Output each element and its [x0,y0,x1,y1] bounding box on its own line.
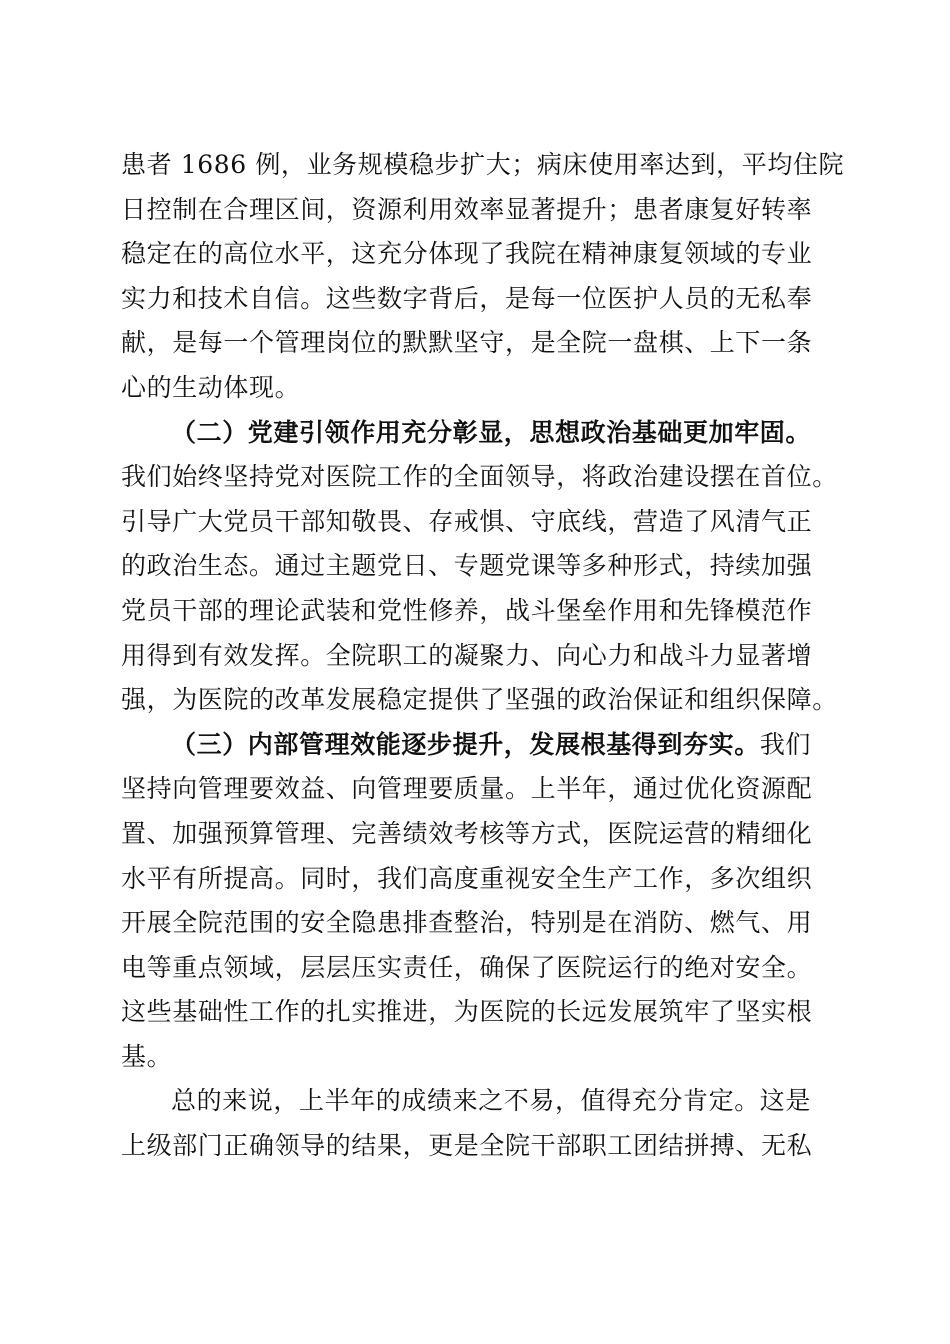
line-text: 的政治生态。通过主题党日、专题党课等多种形式，持续加强 [121,551,813,581]
paragraph-line [121,901,833,946]
line-text: 坚持向管理要效益、向管理要质量。上半年，通过优化资源配 [121,774,813,804]
paragraph-line [121,1079,833,1124]
line-text: 我们始终坚持党对医院工作的全面领导，将政治建设摆在首位。 [121,462,838,492]
paragraph-line [121,277,833,322]
paragraph-line [121,1124,833,1169]
paragraph-line [121,1035,833,1080]
line-text: 开展全院范围的安全隐患排查整治，特别是在消防、燃气、用 [121,908,813,938]
body-text [121,143,845,1169]
line-text: 这些基础性工作的扎实推进，为医院的长远发展筑牢了坚实根 [121,997,813,1027]
line-text: 水平有所提高。同时，我们高度重视安全生产工作，多次组织 [121,863,813,893]
paragraph-line [121,188,833,233]
line-text: 电等重点领域，层层压实责任，确保了医院运行的绝对安全。 [121,952,813,982]
line-text: 心的生动体现。 [121,372,301,402]
line-text: 患者 1686 例，业务规模稳步扩大；病床使用率达到，平均住院 [121,150,845,179]
line-text: 用得到有效发挥。全院职工的凝聚力、向心力和战斗力显著增 [121,640,813,670]
paragraph-line [121,767,833,812]
section-heading-line [121,723,833,768]
paragraph-line [121,946,833,991]
line-text: 党员干部的理论武装和党性修养，战斗堡垒作用和先锋模范作 [121,595,813,625]
section-heading-line [121,411,833,456]
paragraph-line [121,589,833,634]
paragraph-line [121,232,833,277]
paragraph-line [121,678,838,723]
paragraph-line [121,812,833,857]
line-text: 日控制在合理区间，资源利用效率显著提升；患者康复好转率 [121,194,813,224]
line-text: 献，是每一个管理岗位的默默坚守，是全院一盘棋、上下一条 [121,328,813,358]
line-text: 上级部门正确领导的结果，更是全院干部职工团结拼搏、无私 [121,1131,813,1161]
line-text: 强，为医院的改革发展稳定提供了坚强的政治保证和组织保障。 [121,685,838,715]
line-text: 我们 [759,729,812,759]
line-text: 稳定在的高位水平，这充分体现了我院在精神康复领域的专业 [121,239,813,269]
paragraph-line [121,455,838,500]
line-text: 基。 [121,1041,173,1071]
line-text: 实力和技术自信。这些数字背后，是每一位医护人员的无私奉 [121,283,813,313]
paragraph-line [121,366,833,411]
section-heading: （三）内部管理效能逐步提升，发展根基得到夯实。 [171,729,760,759]
paragraph-line [121,544,833,589]
paragraph-line [121,634,833,679]
paragraph-line [121,321,833,366]
paragraph-line [121,857,833,902]
paragraph-line [121,500,833,545]
line-text: 置、加强预算管理、完善绩效考核等方式，医院运营的精细化 [121,818,813,848]
section-heading: （二）党建引领作用充分彰显，思想政治基础更加牢固。 [171,417,812,447]
paragraph-line [121,990,833,1035]
line-text: 引导广大党员干部知敬畏、存戒惧、守底线，营造了风清气正 [121,506,813,536]
paragraph-line [121,143,845,188]
line-text: 总的来说，上半年的成绩来之不易，值得充分肯定。这是 [171,1086,812,1116]
